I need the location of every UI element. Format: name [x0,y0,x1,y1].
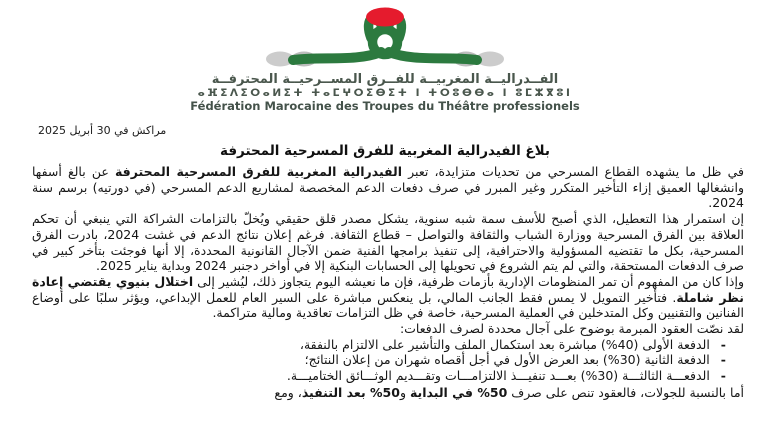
emphasis-text: 50% في البداية [409,384,508,400]
paragraph [32,164,744,211]
federation-logo [260,7,510,71]
text-run: لقد نصّت العقود المبرمة بوضوح على آجال محددة لصرف الدفعات: [399,321,744,337]
closing-paragraph [32,385,744,401]
statement-title: بلاغ الفيدرالية المغربية للفرق المسرحية المحترفة [220,143,550,159]
letterhead [0,0,770,113]
text-run: عن بالغ أسفها وانشغالها العميق إزاء التأخير المتكرر وغير المبرر في صرف دفعات الدعم المخصصة لمشاريع الدعم المسرحي (في دورتيه) برسم سنة 2024. [32,164,744,211]
bullet-dash-icon: - [720,336,726,352]
federation-name-tifinagh: ⴰⴼⵉⴷⵉⵔⴰⵍⵉⵜ ⵜⴰⵎⵖⵔⵉⴱⵉⵜ ⵏ ⵜⵔⵓⴱⴱⴰ ⵏ ⵓⵎⵣⴳⵓⵏ [197,87,573,99]
emphasis-text: الفيدرالية المغربية للفرق المسرحية المحترفة [114,164,403,179]
dateline: مراكش في 30 أبريل 2025 [38,124,167,137]
logo-red-dot [366,8,404,27]
text-run: وإذا كان من المفهوم أن تمر المنظومات الإدارية بأزمات ظرفية، فإن ما نعيشه اليوم يتجاوز ذلك، ليُشير إلى [193,273,744,289]
paragraph [32,321,744,337]
list-item-text: الدفعـــة الثالثـــة (30%) بعـــد تنفيـــذ الالتزامـــات وتقـــديم الوثـــائق الختاميـــة. [286,368,710,384]
list-item-text: الدفعة الأولى (40%) مباشرة بعد استكمال الملف والتأشير على الالتزام بالنفقة، [299,336,710,352]
closing-paragraph-wrap [0,385,770,401]
list-item-text: الدفعة الثانية (30%) بعد العرض الأول في أجل أقصاه شهران من إعلان النتائج؛ [304,352,710,368]
text-run: في ظل ما يشهده القطاع المسرحي من تحديات متزايدة، تعبر [402,164,744,179]
federation-name-french: Fédération Marocaine des Troupes du Théâtre professionels [190,99,580,113]
payment-schedule-list [0,337,770,384]
federation-name-arabic: الفــدراليــة المغربيــة للفــرق المســرحيــة المحترفــة [211,72,559,87]
text-run: أما بالنسبة للجولات، فالعقود تنص على صرف [507,384,744,400]
text-run: ، ومع [274,384,302,400]
bullet-dash-icon: - [720,352,726,368]
text-run: و [399,384,410,400]
emphasis-text: اختلال بنيوي يقتضي إعادة نظر شاملة [32,273,744,305]
list-item [32,352,744,368]
paragraph [32,211,744,274]
emphasis-text: 50% بعد التنفيذ [301,384,400,400]
list-item [32,368,744,384]
list-item [32,337,744,353]
body-paragraphs [0,164,770,337]
text-run: . فتأخير التمويل لا يمس فقط الجانب المالي، بل ينعكس مباشرة على السير العام للعمل الإبداعي، ويؤثر سلبًا على أوضاع الفنانين والتقنيين وكل المتدخلين في العملية المسرحية، خاصة في ظل التزامات تعاقدية ومالية متراكمة. [32,289,744,321]
bullet-dash-icon: - [720,368,726,384]
text-run: إن استمرار هذا التعطيل، الذي أصبح للأسف سمة شبه سنوية، يشكل مصدر قلق حقيقي ويُخلّ بالتزامات الشراكة التي ينبغي أن تحكم العلاقة بين الفرق المسرحية ووزارة الشباب والثقافة والتواصل – قطاع الثقافة. فرغم إعلان نتائج الدعم في غشت 2024، بادرت الفرق المسرحية، بكل ما تقتضيه المسؤولية والاحترافية، إلى تنفيذ برامجها الفنية ضمن الآجال القانونية المحددة، إلا أنها فوجئت بتأخر كبير في صرف الدفعات المستحقة، والتي لم يتم الشروع في تحويلها إلى الحسابات البنكية إلا في أواخر دجنبر 2024 وبداية يناير 2025. [32,211,744,274]
paragraph [32,274,744,321]
logo-ring [373,30,398,55]
